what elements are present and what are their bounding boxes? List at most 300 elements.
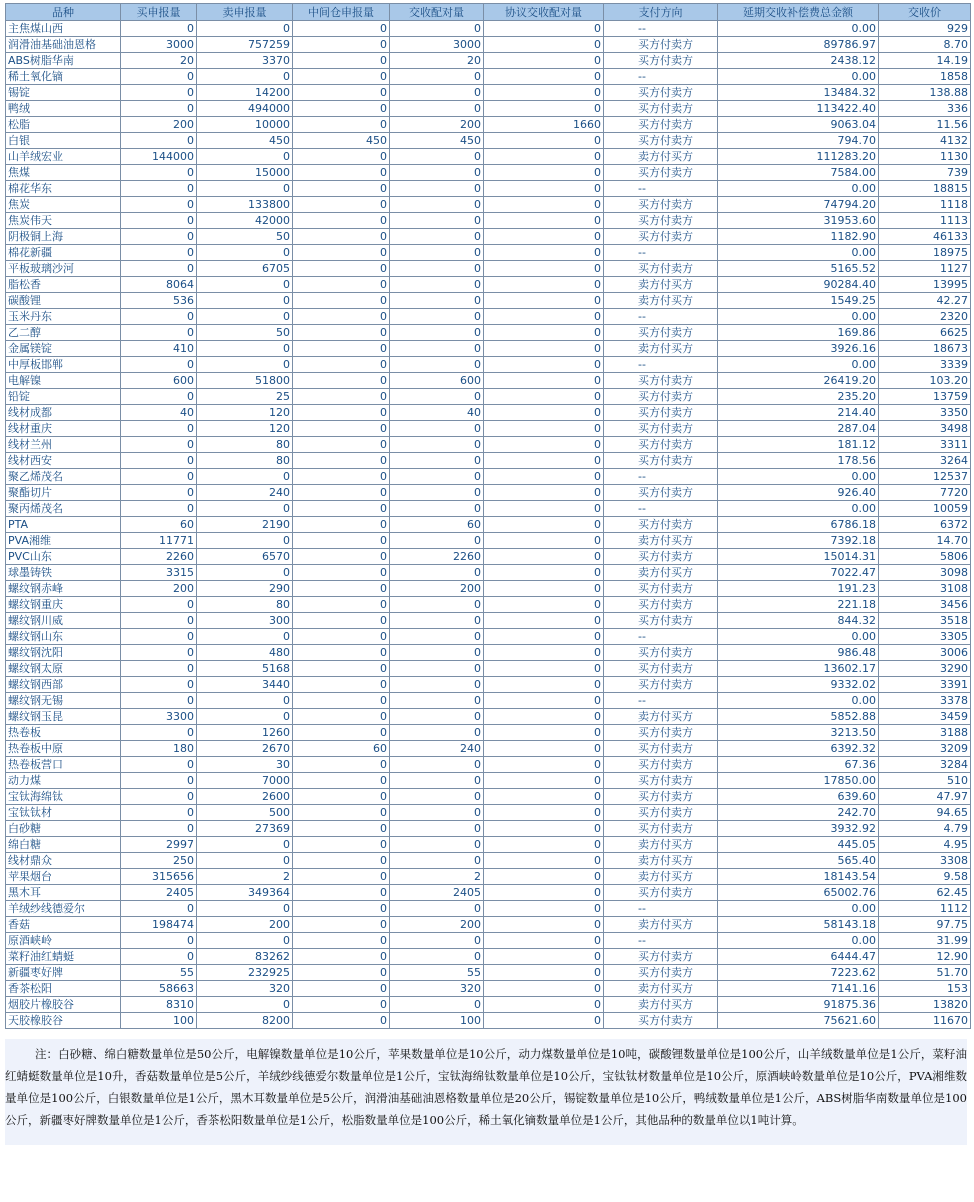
cell-payment-direction: -- xyxy=(604,901,718,917)
cell-intermediate-qty: 0 xyxy=(293,581,390,597)
cell-sell-qty: 0 xyxy=(197,933,293,949)
table-row xyxy=(6,37,971,53)
cell-buy-qty: 2260 xyxy=(121,549,197,565)
cell-delivery-price: 13820 xyxy=(879,997,971,1013)
cell-agreement-qty: 0 xyxy=(484,677,604,693)
table-row xyxy=(6,181,971,197)
cell-payment-direction: 买方付卖方 xyxy=(604,197,718,213)
cell-agreement-qty: 0 xyxy=(484,389,604,405)
cell-matched-qty: 0 xyxy=(390,261,484,277)
cell-buy-qty: 0 xyxy=(121,165,197,181)
cell-compensation-amount: 0.00 xyxy=(718,69,879,85)
cell-payment-direction: 卖方付买方 xyxy=(604,341,718,357)
cell-compensation-amount: 1182.90 xyxy=(718,229,879,245)
cell-agreement-qty: 0 xyxy=(484,789,604,805)
cell-matched-qty: 0 xyxy=(390,629,484,645)
cell-delivery-price: 4.95 xyxy=(879,837,971,853)
cell-buy-qty: 0 xyxy=(121,69,197,85)
table-row xyxy=(6,293,971,309)
cell-variety: PTA xyxy=(6,517,121,533)
cell-payment-direction: 买方付卖方 xyxy=(604,613,718,629)
cell-buy-qty: 55 xyxy=(121,965,197,981)
cell-sell-qty: 42000 xyxy=(197,213,293,229)
cell-payment-direction: -- xyxy=(604,69,718,85)
cell-matched-qty: 0 xyxy=(390,165,484,181)
cell-payment-direction: -- xyxy=(604,501,718,517)
cell-intermediate-qty: 0 xyxy=(293,901,390,917)
cell-delivery-price: 6625 xyxy=(879,325,971,341)
cell-delivery-price: 13995 xyxy=(879,277,971,293)
cell-agreement-qty: 0 xyxy=(484,149,604,165)
cell-agreement-qty: 0 xyxy=(484,757,604,773)
table-row xyxy=(6,949,971,965)
cell-matched-qty: 0 xyxy=(390,565,484,581)
cell-variety: 电解镍 xyxy=(6,373,121,389)
table-row xyxy=(6,245,971,261)
cell-payment-direction: -- xyxy=(604,309,718,325)
cell-agreement-qty: 0 xyxy=(484,853,604,869)
cell-variety: 松脂 xyxy=(6,117,121,133)
cell-sell-qty: 5168 xyxy=(197,661,293,677)
cell-variety: 螺纹钢赤峰 xyxy=(6,581,121,597)
cell-variety: 螺纹钢太原 xyxy=(6,661,121,677)
cell-intermediate-qty: 0 xyxy=(293,373,390,389)
cell-delivery-price: 1118 xyxy=(879,197,971,213)
cell-sell-qty: 8200 xyxy=(197,1013,293,1029)
cell-sell-qty: 2190 xyxy=(197,517,293,533)
cell-buy-qty: 40 xyxy=(121,405,197,421)
cell-buy-qty: 180 xyxy=(121,741,197,757)
cell-variety: 焦炭伟天 xyxy=(6,213,121,229)
cell-compensation-amount: 242.70 xyxy=(718,805,879,821)
cell-intermediate-qty: 0 xyxy=(293,725,390,741)
table-row xyxy=(6,357,971,373)
cell-compensation-amount: 287.04 xyxy=(718,421,879,437)
cell-matched-qty: 0 xyxy=(390,837,484,853)
cell-compensation-amount: 169.86 xyxy=(718,325,879,341)
cell-delivery-price: 3209 xyxy=(879,741,971,757)
cell-agreement-qty: 0 xyxy=(484,341,604,357)
cell-payment-direction: 买方付卖方 xyxy=(604,773,718,789)
cell-delivery-price: 6372 xyxy=(879,517,971,533)
cell-buy-qty: 250 xyxy=(121,853,197,869)
cell-agreement-qty: 0 xyxy=(484,661,604,677)
cell-delivery-price: 3456 xyxy=(879,597,971,613)
cell-intermediate-qty: 0 xyxy=(293,997,390,1013)
cell-payment-direction: 买方付卖方 xyxy=(604,37,718,53)
cell-matched-qty: 0 xyxy=(390,773,484,789)
cell-matched-qty: 0 xyxy=(390,277,484,293)
cell-variety: 线材鼎众 xyxy=(6,853,121,869)
cell-agreement-qty: 0 xyxy=(484,1013,604,1029)
cell-variety: 乙二醇 xyxy=(6,325,121,341)
cell-delivery-price: 3311 xyxy=(879,437,971,453)
cell-delivery-price: 3284 xyxy=(879,757,971,773)
cell-agreement-qty: 0 xyxy=(484,21,604,37)
cell-sell-qty: 0 xyxy=(197,853,293,869)
cell-agreement-qty: 0 xyxy=(484,357,604,373)
cell-buy-qty: 20 xyxy=(121,53,197,69)
cell-buy-qty: 0 xyxy=(121,245,197,261)
cell-delivery-price: 153 xyxy=(879,981,971,997)
cell-sell-qty: 494000 xyxy=(197,101,293,117)
cell-payment-direction: 买方付卖方 xyxy=(604,789,718,805)
col-header-compensation-amount: 延期交收补偿费总金额 xyxy=(718,4,879,21)
cell-agreement-qty: 0 xyxy=(484,901,604,917)
cell-matched-qty: 320 xyxy=(390,981,484,997)
cell-variety: 金属镁锭 xyxy=(6,341,121,357)
cell-sell-qty: 3370 xyxy=(197,53,293,69)
cell-payment-direction: 买方付卖方 xyxy=(604,581,718,597)
col-header-buy-qty: 买申报量 xyxy=(121,4,197,21)
cell-variety: 平板玻璃沙河 xyxy=(6,261,121,277)
cell-variety: 线材西安 xyxy=(6,453,121,469)
cell-buy-qty: 0 xyxy=(121,21,197,37)
cell-variety: 黑木耳 xyxy=(6,885,121,901)
col-header-variety: 品种 xyxy=(6,4,121,21)
delivery-table xyxy=(5,3,971,1029)
cell-compensation-amount: 18143.54 xyxy=(718,869,879,885)
cell-matched-qty: 0 xyxy=(390,309,484,325)
cell-payment-direction: 买方付卖方 xyxy=(604,549,718,565)
cell-agreement-qty: 0 xyxy=(484,373,604,389)
cell-buy-qty: 0 xyxy=(121,933,197,949)
cell-delivery-price: 3108 xyxy=(879,581,971,597)
cell-compensation-amount: 65002.76 xyxy=(718,885,879,901)
cell-payment-direction: 买方付卖方 xyxy=(604,757,718,773)
cell-sell-qty: 0 xyxy=(197,693,293,709)
cell-matched-qty: 200 xyxy=(390,581,484,597)
cell-intermediate-qty: 0 xyxy=(293,261,390,277)
cell-matched-qty: 0 xyxy=(390,341,484,357)
cell-delivery-price: 3006 xyxy=(879,645,971,661)
cell-agreement-qty: 0 xyxy=(484,933,604,949)
cell-agreement-qty: 0 xyxy=(484,37,604,53)
cell-sell-qty: 0 xyxy=(197,533,293,549)
cell-intermediate-qty: 0 xyxy=(293,341,390,357)
cell-sell-qty: 80 xyxy=(197,437,293,453)
cell-agreement-qty: 0 xyxy=(484,501,604,517)
cell-matched-qty: 0 xyxy=(390,229,484,245)
table-row xyxy=(6,517,971,533)
cell-agreement-qty: 0 xyxy=(484,549,604,565)
cell-variety: 焦煤 xyxy=(6,165,121,181)
cell-compensation-amount: 90284.40 xyxy=(718,277,879,293)
cell-agreement-qty: 0 xyxy=(484,917,604,933)
cell-variety: 螺纹钢川威 xyxy=(6,613,121,629)
cell-intermediate-qty: 0 xyxy=(293,85,390,101)
cell-payment-direction: 卖方付买方 xyxy=(604,981,718,997)
cell-intermediate-qty: 0 xyxy=(293,773,390,789)
cell-intermediate-qty: 0 xyxy=(293,389,390,405)
cell-compensation-amount: 0.00 xyxy=(718,501,879,517)
cell-compensation-amount: 0.00 xyxy=(718,309,879,325)
cell-sell-qty: 10000 xyxy=(197,117,293,133)
cell-variety: 宝钛海绵钛 xyxy=(6,789,121,805)
table-row xyxy=(6,389,971,405)
cell-compensation-amount: 0.00 xyxy=(718,693,879,709)
cell-intermediate-qty: 0 xyxy=(293,229,390,245)
cell-sell-qty: 0 xyxy=(197,277,293,293)
cell-buy-qty: 0 xyxy=(121,789,197,805)
cell-delivery-price: 3339 xyxy=(879,357,971,373)
cell-payment-direction: 买方付卖方 xyxy=(604,117,718,133)
table-row xyxy=(6,213,971,229)
cell-delivery-price: 18815 xyxy=(879,181,971,197)
table-row xyxy=(6,597,971,613)
cell-matched-qty: 0 xyxy=(390,453,484,469)
cell-delivery-price: 14.19 xyxy=(879,53,971,69)
cell-buy-qty: 0 xyxy=(121,485,197,501)
cell-buy-qty: 0 xyxy=(121,677,197,693)
cell-buy-qty: 0 xyxy=(121,773,197,789)
cell-delivery-price: 739 xyxy=(879,165,971,181)
cell-buy-qty: 0 xyxy=(121,805,197,821)
cell-variety: 铅锭 xyxy=(6,389,121,405)
cell-sell-qty: 0 xyxy=(197,837,293,853)
cell-sell-qty: 14200 xyxy=(197,85,293,101)
cell-intermediate-qty: 0 xyxy=(293,149,390,165)
cell-intermediate-qty: 0 xyxy=(293,181,390,197)
cell-sell-qty: 0 xyxy=(197,629,293,645)
cell-matched-qty: 0 xyxy=(390,597,484,613)
cell-payment-direction: 卖方付买方 xyxy=(604,277,718,293)
cell-agreement-qty: 0 xyxy=(484,261,604,277)
cell-delivery-price: 2320 xyxy=(879,309,971,325)
cell-compensation-amount: 15014.31 xyxy=(718,549,879,565)
cell-compensation-amount: 3926.16 xyxy=(718,341,879,357)
cell-compensation-amount: 926.40 xyxy=(718,485,879,501)
cell-compensation-amount: 2438.12 xyxy=(718,53,879,69)
cell-intermediate-qty: 0 xyxy=(293,117,390,133)
cell-agreement-qty: 0 xyxy=(484,85,604,101)
cell-buy-qty: 60 xyxy=(121,517,197,533)
table-row xyxy=(6,901,971,917)
cell-matched-qty: 0 xyxy=(390,485,484,501)
cell-variety: 羊绒纱线德爱尔 xyxy=(6,901,121,917)
cell-agreement-qty: 0 xyxy=(484,181,604,197)
table-row xyxy=(6,261,971,277)
table-row xyxy=(6,165,971,181)
table-row xyxy=(6,21,971,37)
cell-agreement-qty: 0 xyxy=(484,293,604,309)
cell-intermediate-qty: 0 xyxy=(293,677,390,693)
cell-agreement-qty: 0 xyxy=(484,69,604,85)
cell-agreement-qty: 0 xyxy=(484,597,604,613)
cell-buy-qty: 3000 xyxy=(121,37,197,53)
cell-compensation-amount: 221.18 xyxy=(718,597,879,613)
cell-buy-qty: 3315 xyxy=(121,565,197,581)
cell-compensation-amount: 74794.20 xyxy=(718,197,879,213)
cell-delivery-price: 97.75 xyxy=(879,917,971,933)
cell-buy-qty: 0 xyxy=(121,421,197,437)
cell-buy-qty: 600 xyxy=(121,373,197,389)
col-header-matched-qty: 交收配对量 xyxy=(390,4,484,21)
cell-buy-qty: 315656 xyxy=(121,869,197,885)
cell-sell-qty: 0 xyxy=(197,469,293,485)
cell-payment-direction: 卖方付买方 xyxy=(604,997,718,1013)
cell-payment-direction: 买方付卖方 xyxy=(604,741,718,757)
cell-payment-direction: -- xyxy=(604,469,718,485)
cell-payment-direction: -- xyxy=(604,181,718,197)
table-row xyxy=(6,757,971,773)
cell-variety: 棉花新疆 xyxy=(6,245,121,261)
cell-matched-qty: 60 xyxy=(390,517,484,533)
cell-payment-direction: 买方付卖方 xyxy=(604,949,718,965)
cell-intermediate-qty: 0 xyxy=(293,981,390,997)
cell-matched-qty: 0 xyxy=(390,469,484,485)
cell-intermediate-qty: 0 xyxy=(293,405,390,421)
cell-matched-qty: 0 xyxy=(390,805,484,821)
cell-sell-qty: 320 xyxy=(197,981,293,997)
cell-buy-qty: 0 xyxy=(121,213,197,229)
cell-matched-qty: 40 xyxy=(390,405,484,421)
table-row xyxy=(6,661,971,677)
cell-buy-qty: 0 xyxy=(121,133,197,149)
cell-variety: 稀土氧化镝 xyxy=(6,69,121,85)
cell-matched-qty: 0 xyxy=(390,613,484,629)
cell-delivery-price: 3188 xyxy=(879,725,971,741)
cell-intermediate-qty: 0 xyxy=(293,469,390,485)
table-row xyxy=(6,117,971,133)
cell-sell-qty: 6705 xyxy=(197,261,293,277)
cell-variety: 山羊绒宏业 xyxy=(6,149,121,165)
cell-sell-qty: 15000 xyxy=(197,165,293,181)
cell-agreement-qty: 0 xyxy=(484,997,604,1013)
cell-matched-qty: 2 xyxy=(390,869,484,885)
cell-variety: 香茶松阳 xyxy=(6,981,121,997)
cell-compensation-amount: 844.32 xyxy=(718,613,879,629)
cell-agreement-qty: 0 xyxy=(484,421,604,437)
cell-payment-direction: 买方付卖方 xyxy=(604,821,718,837)
cell-payment-direction: 买方付卖方 xyxy=(604,725,718,741)
cell-sell-qty: 50 xyxy=(197,229,293,245)
cell-agreement-qty: 0 xyxy=(484,629,604,645)
cell-payment-direction: 卖方付买方 xyxy=(604,869,718,885)
cell-payment-direction: 买方付卖方 xyxy=(604,229,718,245)
table-row xyxy=(6,405,971,421)
cell-delivery-price: 5806 xyxy=(879,549,971,565)
cell-compensation-amount: 89786.97 xyxy=(718,37,879,53)
cell-delivery-price: 1113 xyxy=(879,213,971,229)
cell-delivery-price: 929 xyxy=(879,21,971,37)
cell-payment-direction: 买方付卖方 xyxy=(604,389,718,405)
cell-intermediate-qty: 0 xyxy=(293,421,390,437)
cell-intermediate-qty: 0 xyxy=(293,277,390,293)
cell-matched-qty: 0 xyxy=(390,101,484,117)
cell-delivery-price: 510 xyxy=(879,773,971,789)
cell-delivery-price: 4132 xyxy=(879,133,971,149)
cell-variety: 聚酯切片 xyxy=(6,485,121,501)
cell-matched-qty: 0 xyxy=(390,693,484,709)
cell-matched-qty: 2260 xyxy=(390,549,484,565)
cell-compensation-amount: 0.00 xyxy=(718,357,879,373)
cell-buy-qty: 0 xyxy=(121,693,197,709)
table-row xyxy=(6,997,971,1013)
cell-matched-qty: 0 xyxy=(390,501,484,517)
table-row xyxy=(6,341,971,357)
cell-agreement-qty: 0 xyxy=(484,693,604,709)
cell-sell-qty: 6570 xyxy=(197,549,293,565)
cell-matched-qty: 200 xyxy=(390,917,484,933)
cell-variety: 线材兰州 xyxy=(6,437,121,453)
cell-delivery-price: 7720 xyxy=(879,485,971,501)
table-row xyxy=(6,373,971,389)
cell-sell-qty: 80 xyxy=(197,453,293,469)
cell-delivery-price: 62.45 xyxy=(879,885,971,901)
cell-delivery-price: 18673 xyxy=(879,341,971,357)
cell-delivery-price: 12537 xyxy=(879,469,971,485)
cell-compensation-amount: 3213.50 xyxy=(718,725,879,741)
cell-buy-qty: 198474 xyxy=(121,917,197,933)
cell-payment-direction: 买方付卖方 xyxy=(604,325,718,341)
cell-intermediate-qty: 0 xyxy=(293,485,390,501)
cell-delivery-price: 11670 xyxy=(879,1013,971,1029)
cell-intermediate-qty: 60 xyxy=(293,741,390,757)
cell-payment-direction: 卖方付买方 xyxy=(604,853,718,869)
cell-delivery-price: 3098 xyxy=(879,565,971,581)
cell-matched-qty: 3000 xyxy=(390,37,484,53)
cell-matched-qty: 0 xyxy=(390,421,484,437)
cell-buy-qty: 0 xyxy=(121,757,197,773)
cell-compensation-amount: 445.05 xyxy=(718,837,879,853)
cell-buy-qty: 0 xyxy=(121,949,197,965)
table-row xyxy=(6,709,971,725)
cell-agreement-qty: 0 xyxy=(484,949,604,965)
cell-agreement-qty: 0 xyxy=(484,869,604,885)
cell-payment-direction: 卖方付买方 xyxy=(604,917,718,933)
cell-variety: 棉花华东 xyxy=(6,181,121,197)
cell-matched-qty: 0 xyxy=(390,997,484,1013)
cell-delivery-price: 3308 xyxy=(879,853,971,869)
cell-compensation-amount: 13484.32 xyxy=(718,85,879,101)
cell-intermediate-qty: 0 xyxy=(293,629,390,645)
cell-variety: 螺纹钢沈阳 xyxy=(6,645,121,661)
cell-buy-qty: 8064 xyxy=(121,277,197,293)
cell-sell-qty: 1260 xyxy=(197,725,293,741)
cell-compensation-amount: 794.70 xyxy=(718,133,879,149)
cell-matched-qty: 0 xyxy=(390,437,484,453)
cell-buy-qty: 0 xyxy=(121,597,197,613)
cell-payment-direction: 买方付卖方 xyxy=(604,517,718,533)
cell-delivery-price: 4.79 xyxy=(879,821,971,837)
cell-agreement-qty: 0 xyxy=(484,405,604,421)
cell-compensation-amount: 111283.20 xyxy=(718,149,879,165)
cell-intermediate-qty: 0 xyxy=(293,805,390,821)
table-row xyxy=(6,421,971,437)
cell-payment-direction: 买方付卖方 xyxy=(604,885,718,901)
cell-compensation-amount: 5165.52 xyxy=(718,261,879,277)
cell-intermediate-qty: 0 xyxy=(293,965,390,981)
cell-intermediate-qty: 0 xyxy=(293,53,390,69)
cell-variety: 动力煤 xyxy=(6,773,121,789)
cell-intermediate-qty: 0 xyxy=(293,1013,390,1029)
table-row xyxy=(6,869,971,885)
cell-buy-qty: 2997 xyxy=(121,837,197,853)
cell-delivery-price: 3290 xyxy=(879,661,971,677)
cell-sell-qty: 120 xyxy=(197,421,293,437)
cell-matched-qty: 0 xyxy=(390,789,484,805)
cell-payment-direction: 买方付卖方 xyxy=(604,1013,718,1029)
cell-payment-direction: 卖方付买方 xyxy=(604,837,718,853)
cell-delivery-price: 12.90 xyxy=(879,949,971,965)
cell-compensation-amount: 191.23 xyxy=(718,581,879,597)
cell-intermediate-qty: 0 xyxy=(293,549,390,565)
cell-compensation-amount: 6392.32 xyxy=(718,741,879,757)
cell-variety: 脂松香 xyxy=(6,277,121,293)
cell-compensation-amount: 1549.25 xyxy=(718,293,879,309)
cell-sell-qty: 83262 xyxy=(197,949,293,965)
